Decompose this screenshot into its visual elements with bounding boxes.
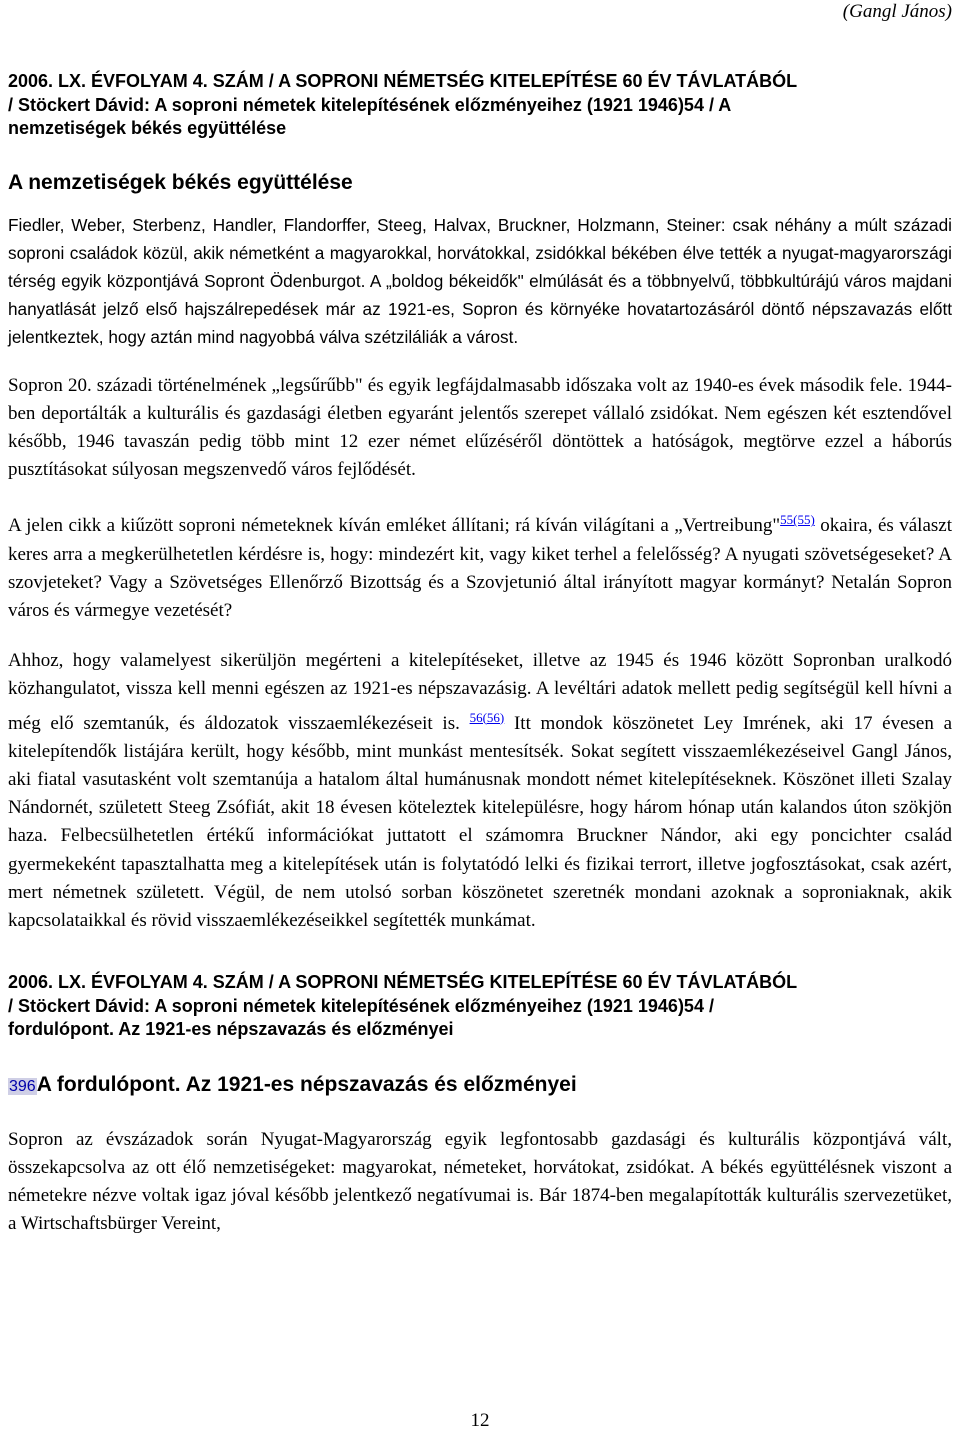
section-title [8,1072,952,1100]
breadcrumb-line: nemzetiségek békés együttélése [8,118,287,138]
paragraph [8,647,952,935]
page-number: 12 [470,1410,490,1431]
paragraph-text: Ahhoz, hogy valamelyest sikerüljön megérteni a kitelepítéseket, illetve az 1945 és 1946 között Sopronban uralkodó közhangulatot, vissza kell menni egészen az 1921-es népszavazásig. A levéltári adatok mellett pedig segítségül kell hívni a még elő szemtanúk, és áldozatok visszaemlékezéseit is. [8,650,952,734]
section-title: A nemzetiségek békés együttélése [8,170,353,194]
breadcrumb-line: 2006. LX. ÉVFOLYAM 4. SZÁM / A SOPRONI NÉMETSÉG KITELEPÍTÉSE 60 ÉV TÁVLATÁBÓL [8,71,798,91]
paragraph: Fiedler, Weber, Sterbenz, Handler, Flandorffer, Steeg, Halvax, Bruckner, Holzmann, Steiner: csak néhány a múlt századi soproni családok közül, akik németként a magyarokkal, horvátokkal, zsidókkal békében élve tették a nyugat-magyarországi térség egyik központjává Sopront Ödenburgot. A „boldog békeidők" elmúlását és a többnyelvű, többkultúrájú város majdani hanyatlását jelző első hajszálrepedések már az 1921-es, Sopron és környéke hovatartozásáról döntő népszavazás előtt jelentkeztek, hogy aztán mind nagyobbá válva szétziláliák a várost. [8,214,952,348]
paragraph-text: A jelen cikk a kiűzött soproni németeknek kíván emléket állítani; rá kíván világítani a „Vertreibung" [8,515,781,537]
breadcrumb-line: / Stöckert Dávid: A soproni németek kitelepítésének előzményeihez (1921 1946)54 / [8,995,714,1016]
paragraph [8,372,952,485]
breadcrumb-line: / Stöckert Dávid: A soproni németek kitelepítésének előzményeihez (1921 1946)54 / A [8,94,732,115]
paragraph-text: okaira, és választ keres arra a megkerülhetetlen kérdésre is, hogy: mindezért kit, vagy kiket terhel a felelősség? A nyugati szövetségeseket? A szovjeteket? Vagy a Szövetséges Ellenőrző Bizottság és a Szovjetunió által irányított magyar kormányt? Netalán Sopron város és vármegye vezetését? [8,515,952,621]
author-name: (Gangl János) [842,1,952,22]
breadcrumb-line: fordulópont. Az 1921-es népszavazás és előzményei [8,1019,454,1040]
breadcrumb [8,70,952,141]
document-page [8,0,952,1238]
footnote-link[interactable]: 56(56) [469,709,505,725]
page-marker: 396 [9,1077,36,1095]
breadcrumb-line: 2006. LX. ÉVFOLYAM 4. SZÁM / A SOPRONI NÉMETSÉG KITELEPÍTÉSE 60 ÉV TÁVLATÁBÓL [8,972,798,993]
section-title-text: A fordulópont. Az 1921-es népszavazás és előzményei [36,1072,577,1096]
paragraph [8,506,952,625]
footnote-link[interactable]: 55(55) [780,512,815,528]
paragraph: Sopron az évszázadok során Nyugat-Magyarország egyik legfontosabb gazdasági és kulturális központjává vált, összekapcsolva az ott élő nemzetiségeket: magyarokat, németeket, horvátokat, zsidókat. A békés együttélésnek viszont a németekre nézve voltak igaz jóval később jelentkező negatívumai is. Bár 1874-ben megalapították kulturális szervezetüket, a Wirtschaftsbürger Vereint, [8,1128,952,1235]
paragraph-text: Itt mondok köszönetet Ley Imrének, aki 17 évesen a kitelepítendők listájára került, hogy később, mint munkást mentesítsék. Sokat segített visszaemlékezéseivel Gangl János, aki fiatal vasutasként volt szemtanúja a hatalom által humánusnak mondott német kitelepítéseknek. Köszönet illeti Szalay Nándornét, született Steeg Zsófiát, akit 18 évesen köteleztek kitelepülésre, hogy három hónap után kalandos úton szökjön haza. Felbecsülhetetlen értékű információkat juttatott el számomra Bruckner Nándor, aki egy poncichter család gyermekeként tapasztalhatta meg a kitelepítések után is folytatódó lelki és fizikai terrort, illetve jogfosztásokat, csak azért, mert németnek született. Végül, de nem utolsó sorban köszönetet szeretnék mondani azoknak a soproniaknak, akik kapcsolataikkal és rövid visszaemlékezéseikkel segítették munkámat. [8,712,953,931]
breadcrumb [8,971,952,1042]
paragraph-text: Sopron 20. századi történelmének „legsűrűbb" és egyik legfájdalmasabb időszaka volt az 1940-es évek második fele. 1944-ben deportálták a kulturális és gazdasági életben egyaránt jelentős szerepet vállaló zsidókat. Nem egészen két esztendővel később, 1946 tavaszán pedig több mint 12 ezer német elűzéséről döntöttek a hatóságok, megtörve ezzel a háborús pusztításokat súlyosan megszenvedő város fejlődését. [8,374,952,481]
